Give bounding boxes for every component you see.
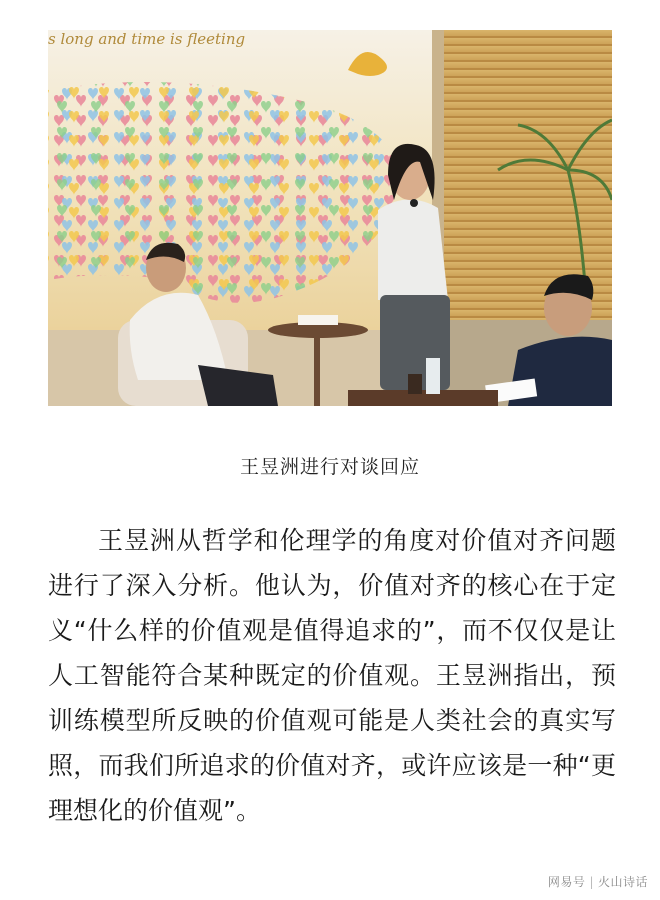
article-paragraph: 王昱洲从哲学和伦理学的角度对价值对齐问题进行了深入分析。他认为，价值对齐的核心在于定义“什么样的价值观是值得追求的”，而不仅仅是让人工智能符合某种既定的价值观。王昱洲指出，预训练模型所反映的价值观可能是人类社会的真实写照，而我们所追求的价值对齐，或许应该是一种“更理想化的价值观”。 — [48, 526, 616, 825]
watermark-source-1: 网易号 — [547, 875, 586, 889]
event-photo-illustration — [48, 30, 612, 406]
watermark-source-2: 火山诗话 — [597, 875, 648, 889]
event-photo — [48, 30, 612, 406]
mural-banner-text: s long and time is fleeting — [48, 30, 246, 48]
photo-caption: 王昱洲进行对谈回应 — [239, 456, 420, 478]
source-watermark — [548, 873, 648, 890]
watermark-separator: | — [589, 875, 594, 889]
